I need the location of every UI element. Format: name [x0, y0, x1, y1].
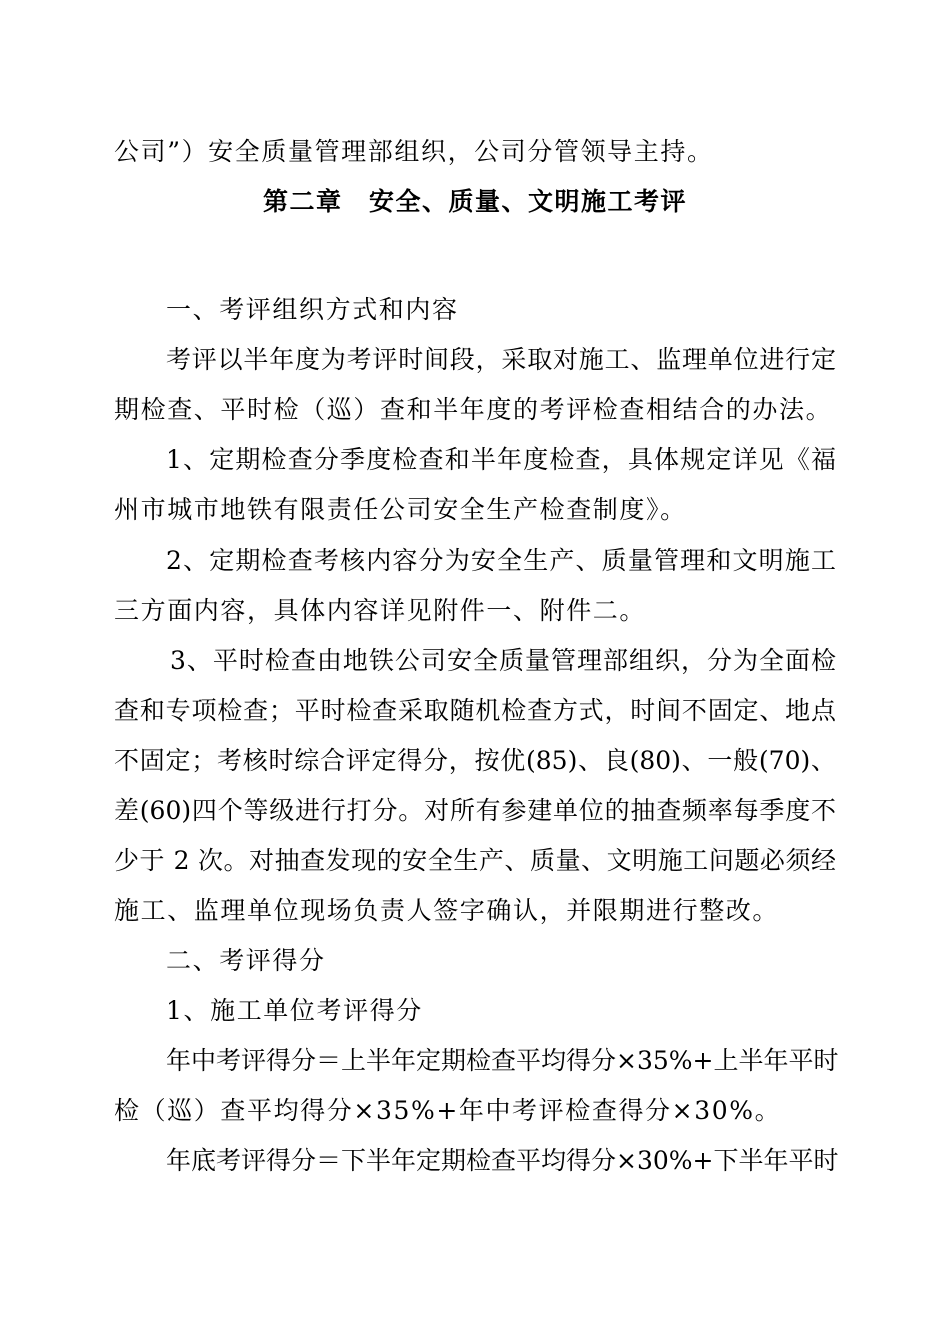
formula2-line1: 年底考评得分＝下半年定期检查平均得分×30%+下半年平时	[166, 1146, 839, 1175]
item3-line1: 3、平时检查由地铁公司安全质量管理部组织，分为全面检	[170, 646, 836, 675]
item3-line2: 查和专项检查；平时检查采取随机检查方式，时间不固定、地点	[114, 696, 836, 725]
formula1-line1: 年中考评得分＝上半年定期检查平均得分×35%+上半年平时	[166, 1046, 839, 1075]
item3-line6: 施工、监理单位现场负责人签字确认，并限期进行整改。	[114, 896, 780, 925]
section2-heading: 二、考评得分	[166, 946, 326, 975]
item3-line4: 差(60)四个等级进行打分。对所有参建单位的抽查频率每季度不	[114, 796, 836, 825]
item1-line2: 州市城市地铁有限责任公司安全生产检查制度》。	[114, 495, 687, 524]
paragraph1-line1: 考评以半年度为考评时间段，采取对施工、监理单位进行定	[166, 345, 836, 374]
item2-line2: 三方面内容，具体内容详见附件一、附件二。	[114, 596, 647, 625]
sub1-heading: 1、施工单位考评得分	[166, 996, 423, 1025]
paragraph1-line2: 期检查、平时检（巡）查和半年度的考评检查相结合的办法。	[114, 395, 833, 424]
section1-heading: 一、考评组织方式和内容	[166, 295, 459, 324]
chapter-title: 第二章 安全、质量、文明施工考评	[262, 187, 687, 216]
opening-line: 公司”）安全质量管理部组织，公司分管领导主持。	[114, 137, 714, 166]
item3-line3: 不固定；考核时综合评定得分，按优(85)、良(80)、一般(70)、	[114, 746, 836, 775]
item1-line1: 1、定期检查分季度检查和半年度检查，具体规定详见《福	[166, 445, 836, 474]
item2-line1: 2、定期检查考核内容分为安全生产、质量管理和文明施工	[166, 546, 836, 575]
item3-line5: 少于 2 次。对抽查发现的安全生产、质量、文明施工问题必须经	[114, 846, 836, 875]
formula1-line2: 检（巡）查平均得分×35%+年中考评检查得分×30%。	[114, 1096, 782, 1125]
